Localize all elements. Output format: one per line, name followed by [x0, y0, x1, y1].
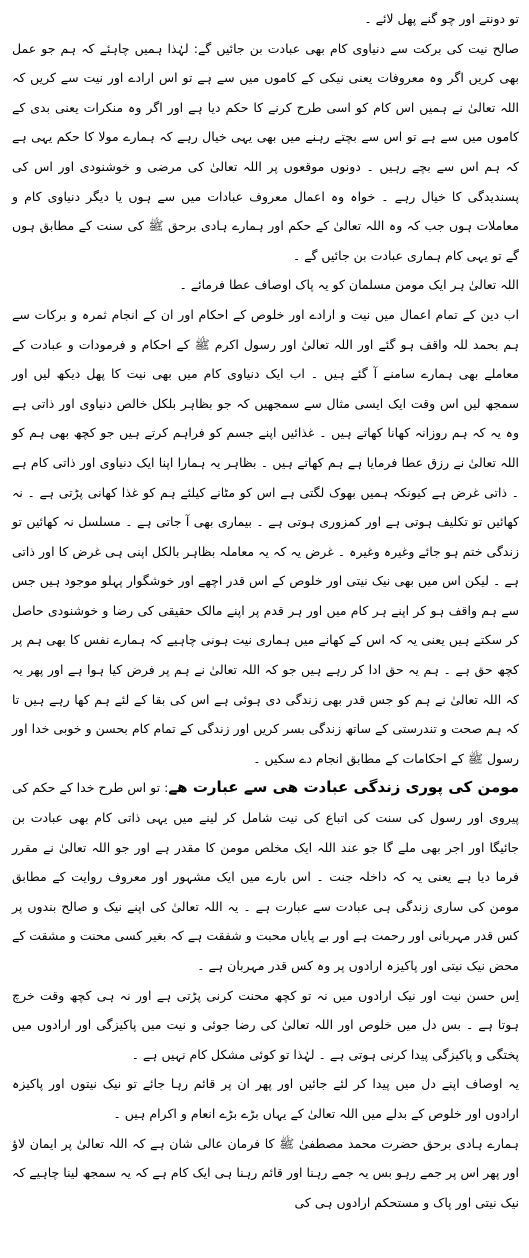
paragraph-1: تو دونتے اور چو گنے پھل لائے ۔	[364, 11, 519, 26]
paragraph-2: صالح نیت کی برکت سے دنیاوی کام بھی عبادت بن جائیں گے: لہٰذا ہمیں چاہئے کہ ہم جو عمل بھی کریں اگر وہ معروفات یعنی نیکی کے کاموں میں سے ہے تو اس ارادے اور نیت سے کریں کہ اللہ تعالیٰ نے ہمیں اس کام کو اسی طرح کرنے کا حکم دیا ہے اور اگر وہ منکرات یعنی بدی کے کاموں میں سے ہے تو اس سے بچتے رہنے میں بھی یہی خیال رہے کہ ہمارے مولا کا حکم یہی ہے کہ ہم اس سے بچے رہیں ۔ دونوں موقعوں پر اللہ تعالیٰ کی مرضی و خوشنودی اور اس کی پسندیدگی کا خیال رہے ۔ خواہ وہ اعمال معروف عبادات میں سے ہوں یا دیگر دنیاوی کام و معاملات ہوں جب کہ وہ اللہ تعالیٰ کے حکم اور ہمارے ہادی برحق ﷺ کی سنت کے مطابق ہوں گے تو یہی کام ہماری عبادت بن جائیں گے ۔	[12, 40, 519, 263]
paragraph-5-body: : تو اس طرح خدا کے حکم کی پیروی اور رسول کی سنت کی اتباع کی نیت شامل کر لینے میں یہی ذاتی کام بھی عبادت بن جائیگا اور اجر بھی ملے گا جو عند اللہ ایک مخلص مومن کا مقدر ہے اور جو اللہ تعالیٰ نے مقرر فرما دیا ہے یعنی یہ کہ داخلہ جنت ۔ اس بارے میں ایک مشہور اور معروف روایت کے مطابق مومن کی ساری زندگی ہی عبادت سے عبارت ہے ۔ یہ اللہ تعالیٰ کی اپنے نیک و صالح بندوں پر کس قدر مہربانی اور رحمت ہے اور بے پایاں محبت و شفقت ہے کہ بغیر کسی محنت و مشقت کے محض نیک نیتی اور پاکیزہ ارادوں پر وہ کس قدر مہربان ہے ۔	[12, 780, 519, 973]
paragraph-7: یہ اوصاف اپنے دل میں پیدا کر لئے جائیں اور پھر ان پر قائم رہا جائے تو نیک نیتوں اور پاکیزہ ارادوں اور خلوص کے بدلے میں اللہ تعالیٰ کے یہاں بڑے بڑے انعام و اکرام ہیں ۔	[12, 1076, 519, 1121]
paragraph-5	[12, 773, 519, 980]
paragraph-3: اللہ تعالیٰ ہر ایک مومن مسلمان کو یہ پاک اوصاف عطا فرمائے ۔	[179, 277, 519, 293]
paragraph-4: اب دین کے تمام اعمال میں نیت و ارادے اور خلوص کے احکام اور ان کے انجام ثمرہ و برکات سے ہم بحمد للہ واقف ہو گئے اور اللہ تعالیٰ اور رسول اکرم ﷺ کے احکام و فرمودات و عبادت کے معاملے بھی ہمارے سامنے آ گئے ہیں ۔ اب ایک دنیاوی کام میں بھی نیت کا پھل دیکھ لیں اور سمجھ لیں اس وقت ایک ایسی مثال سے سمجھیں کہ جو بظاہر بلکل خالص دنیاوی اور ذاتی ہے وہ یہ کہ ہم روزانہ کھانا کھاتے ہیں ۔ غذائیں اپنے جسم کو فراہم کرتے ہیں جو کچھ بھی ہم کو اللہ تعالیٰ نے رزق عطا فرمایا ہے ہم کھاتے ہیں ۔ بظاہر یہ ہمارا اپنا ایک دنیاوی اور ذاتی کام ہے ۔ ذاتی غرض ہے کیونکہ ہمیں بھوک لگتی ہے اس کو مٹانے کیلئے ہم کو غذا کھانی پڑتی ہے ۔ نہ کھائیں تو تکلیف ہوتی ہے اور کمزوری ہوتی ہے ۔ بیماری بھی آ جاتی ہے ۔ مسلسل نہ کھائیں تو زندگی ختم ہو جائے وغیرہ وغیرہ ۔ غرض یہ کہ یہ معاملہ بظاہر بالکل اپنی ہی غرض کا اور ذاتی ہے ۔ لیکن اس میں بھی نیک نیتی اور خلوص کے اس قدر اچھے اور خوشگوار پہلو موجود ہیں جس سے ہم واقف ہو کر اپنے ہر کام میں اور ہر قدم پر اپنے مالک حقیقی کی رضا و خوشنودی حاصل کر سکتے ہیں یعنی یہ کہ اس کے کھانے میں ہماری نیت ہونی چاہیے کہ ہمارے نفس کا بھی ہم پر کچھ حق ہے ۔ ہم یہ حق ادا کر رہے ہیں جو کہ اللہ تعالیٰ نے ہم پر فرض کیا ہوا ہے اور پھر یہ کہ اللہ تعالیٰ نے ہم کو جس قدر بھی زندگی دی ہوئی ہے اس کی بقا کے لئے ہم کھا رہے ہیں تا کہ ہم صحت و تندرستی کے ساتھ زندگی بسر کریں اور زندگی کے تمام کام بحسن و خوبی خدا اور رسول ﷺ کے احکامات کے مطابق انجام دے سکیں ۔	[12, 306, 519, 766]
section-heading: مومن کی پوری زندگی عبادت ھی سے عبارت ھے	[168, 778, 519, 797]
paragraph-6: اِس حسن نیت اور نیک ارادوں میں نہ تو کچھ محنت کرنی پڑتی ہے اور نہ ہی کچھ وقت خرچ ہوتا ہے ۔ بس دل میں خلوص اور اللہ تعالیٰ کی رضا جوئی و نیت میں پاکیزگی اور ارادوں میں پختگی و پاکیزگی پیدا کرنی ہوتی ہے ۔ لہٰذا تو کوئی مشکل کام نہیں ہے ۔	[12, 987, 519, 1062]
paragraph-8: ہمارے ہادی برحق حضرت محمد مصطفیٰ ﷺ کا فرمان عالی شان ہے کہ اللہ تعالیٰ پر ایمان لاؤ اور پھر اس پر جمے رہو بس یہ جمے رہنا اور قائم رہنا ہی ایک کام ہے کہ یہ سمجھ لینا چاہیے کہ نیک نیتی اور پاک و مستحکم ارادوں ہی کی	[12, 1135, 519, 1210]
